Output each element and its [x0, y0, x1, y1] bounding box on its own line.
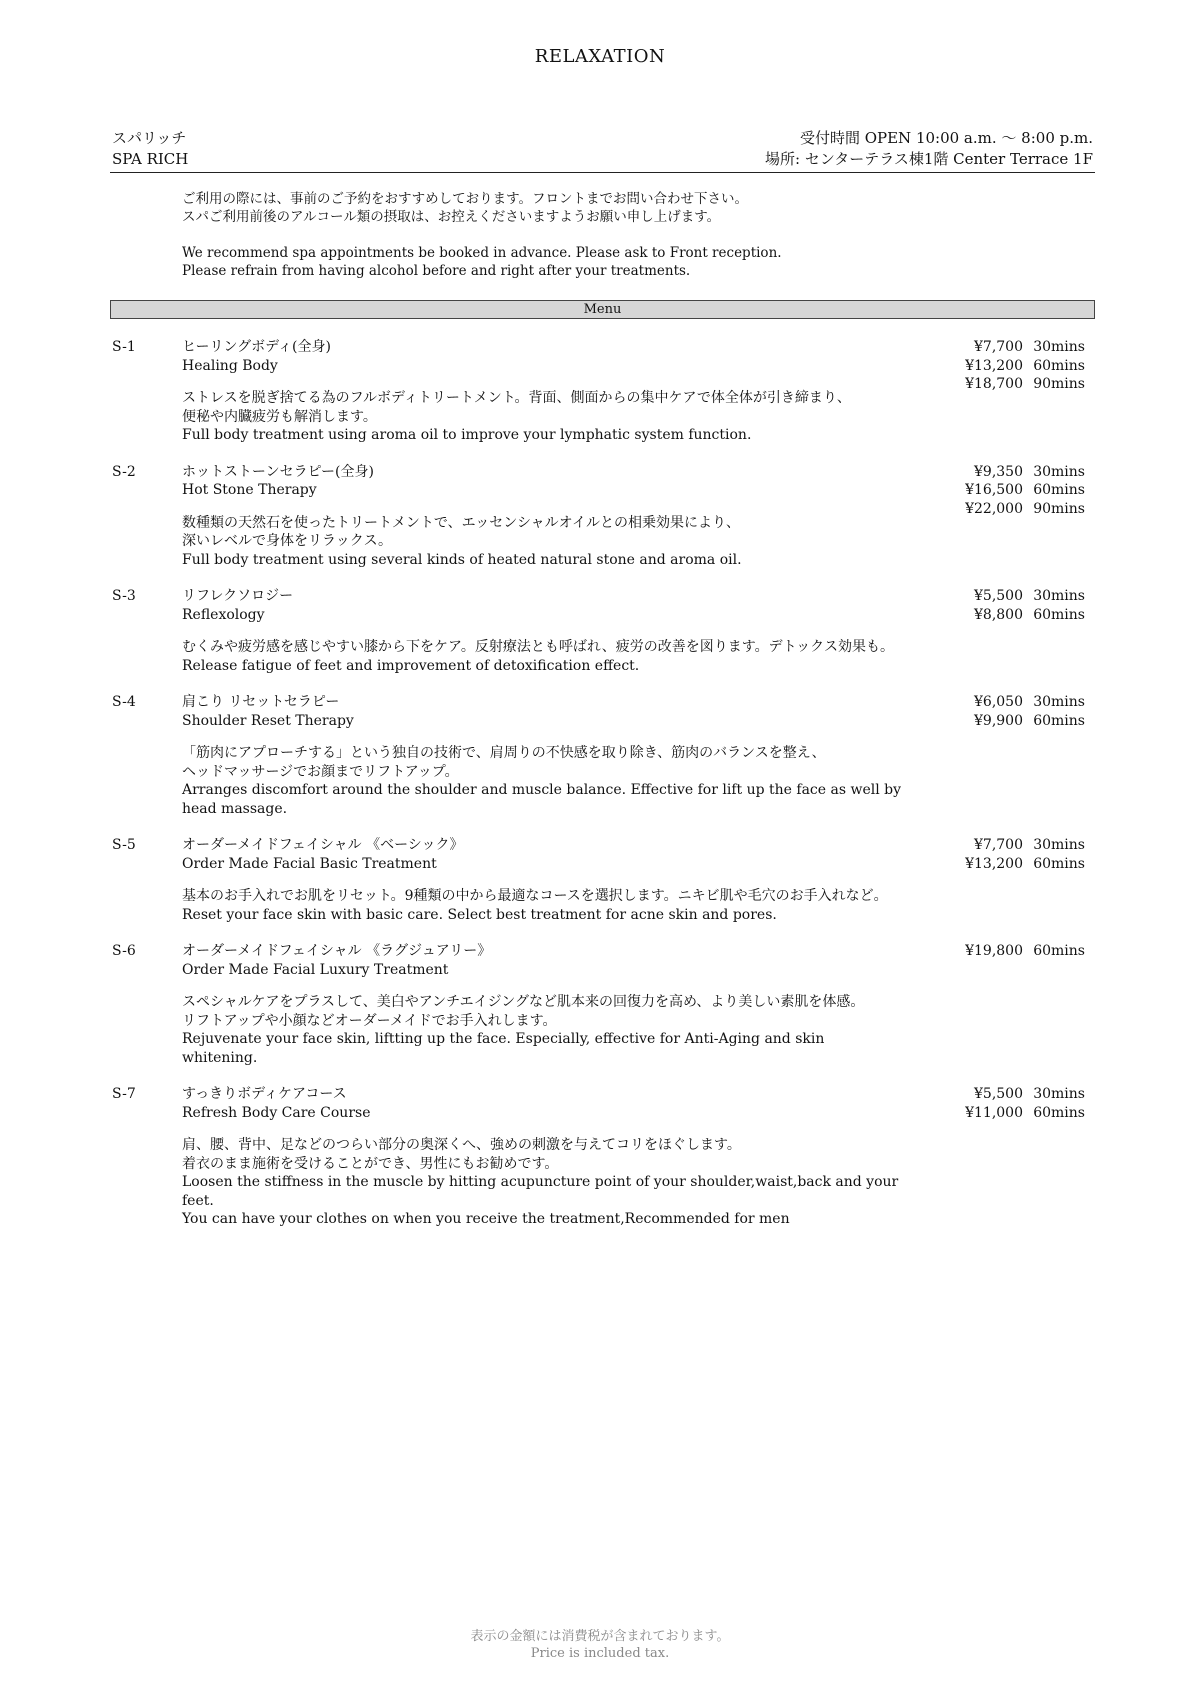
price-duration: 30mins	[1033, 588, 1085, 604]
item-name-en: Order Made Facial Basic Treatment	[182, 855, 437, 872]
menu-item	[110, 587, 1095, 675]
price-duration: 60mins	[1033, 855, 1085, 872]
item-name-en: Reflexology	[182, 606, 265, 623]
item-name-jp: オーダーメイドフェイシャル 《ラグジュアリー》	[182, 943, 492, 959]
shop-name-jp: スパリッチ	[112, 129, 187, 147]
item-desc-jp: 数種類の天然石を使ったトリートメントで、エッセンシャルオイルとの相乗効果により、	[182, 514, 740, 531]
item-desc-en: Reset your face skin with basic care. Select best treatment for acne skin and pores.	[182, 906, 777, 923]
price-duration: 30mins	[1033, 463, 1085, 480]
price-amount: ¥9,900	[974, 712, 1023, 729]
price-list	[953, 338, 1085, 394]
item-desc-jp: スペシャルケアをプラスして、美白やアンチエイジングなど肌本来の回復力を高め、より美しい素肌を体感。	[182, 994, 865, 1010]
price-amount: ¥8,800	[974, 606, 1023, 623]
price-duration: 90mins	[1033, 500, 1085, 517]
price-amount: ¥9,350	[974, 463, 1023, 480]
price-row	[953, 942, 1085, 961]
price-list	[953, 463, 1085, 519]
item-body	[182, 587, 902, 675]
item-name-jp: オーダーメイドフェイシャル 《ベーシック》	[182, 837, 464, 853]
page-title: RELAXATION	[534, 46, 666, 67]
price-duration: 60mins	[1033, 357, 1085, 374]
item-description	[182, 638, 902, 675]
shop-name	[112, 128, 188, 170]
item-desc-jp: ストレスを脱ぎ捨てる為のフルボディトリートメント。背面、側面からの集中ケアで体全体が引き締まり、	[182, 390, 851, 406]
item-desc-en: Full body treatment using aroma oil to improve your lymphatic system function.	[182, 427, 752, 443]
tax-footer	[0, 1628, 1200, 1662]
item-name-en: Healing Body	[182, 357, 278, 374]
menu-item	[110, 463, 1095, 570]
price-duration: 60mins	[1033, 712, 1085, 729]
menu-item	[110, 693, 1095, 818]
item-name-jp: リフレクソロジー	[182, 588, 294, 604]
item-code: S-6	[112, 943, 136, 959]
item-desc-en: Rejuvenate your face skin, liftting up the face. Especially, effective for Anti-Aging and skin whitening.	[182, 1031, 825, 1066]
item-desc-en: Full body treatment using several kinds of heated natural stone and aroma oil.	[182, 551, 742, 568]
item-desc-jp: 着衣のまま施術を受けることができ、男性にもお勧めです。	[182, 1155, 559, 1172]
price-row	[953, 712, 1085, 731]
spa-header	[110, 128, 1095, 173]
menu-item	[110, 942, 1095, 1067]
item-name-en: Hot Stone Therapy	[182, 482, 317, 498]
price-amount: ¥13,200	[965, 357, 1023, 374]
price-duration: 60mins	[1033, 1104, 1085, 1121]
price-row	[953, 836, 1085, 855]
item-description	[182, 993, 902, 1067]
shop-name-en: SPA RICH	[112, 150, 189, 168]
item-body	[182, 338, 902, 445]
notice-jp-2: スパご利用前後のアルコール類の摂取は、お控えくださいますようお願い申し上げます。	[182, 209, 721, 225]
price-amount: ¥7,700	[974, 339, 1023, 355]
price-row	[953, 1104, 1085, 1123]
price-row	[953, 338, 1085, 357]
item-code: S-4	[112, 694, 136, 710]
menu-item	[110, 1085, 1095, 1229]
item-name-jp: ヒーリングボディ(全身)	[182, 339, 331, 355]
price-duration: 60mins	[1033, 482, 1085, 498]
price-row	[953, 481, 1085, 500]
price-row	[953, 500, 1085, 519]
item-name-jp: すっきりボディケアコース	[182, 1086, 347, 1102]
item-desc-jp: リフトアップや小顔などオーダーメイドでお手入れします。	[182, 1012, 557, 1029]
price-list	[953, 1085, 1085, 1122]
price-row	[953, 693, 1085, 712]
menu-item	[110, 338, 1095, 445]
price-amount: ¥5,500	[974, 1086, 1023, 1102]
price-row	[953, 587, 1085, 606]
price-row	[953, 1085, 1085, 1104]
item-name-jp: ホットストーンセラピー(全身)	[182, 463, 374, 480]
menu-item	[110, 836, 1095, 924]
tax-note-en: Price is included tax.	[530, 1646, 670, 1661]
item-desc-jp: ヘッドマッサージでお顔までリフトアップ。	[182, 763, 459, 780]
item-code: S-7	[112, 1086, 136, 1102]
location: 場所: センターテラス棟1階 Center Terrace 1F	[765, 150, 1093, 168]
notices	[182, 190, 1082, 280]
item-name-jp: 肩こり リセットセラピー	[182, 694, 340, 710]
price-row	[953, 463, 1085, 482]
notice-en-2: Please refrain from having alcohol before and right after your treatments.	[182, 263, 691, 279]
item-desc-en: head massage.	[182, 800, 288, 817]
tax-note-jp: 表示の金額には消費税が含まれております。	[470, 1629, 730, 1644]
item-desc-jp: 便秘や内臓疲労も解消します。	[182, 408, 377, 425]
item-desc-en: You can have your clothes on when you receive the treatment,Recommended for men	[182, 1211, 790, 1227]
price-amount: ¥6,050	[974, 694, 1023, 710]
price-amount: ¥22,000	[965, 500, 1023, 517]
item-description	[182, 887, 902, 924]
item-description	[182, 389, 902, 445]
price-duration: 30mins	[1033, 1086, 1085, 1102]
item-desc-jp: むくみや疲労感を感じやすい膝から下をケア。反射療法とも呼ばれ、疲労の改善を図ります。デトックス効果も。	[182, 639, 895, 655]
price-row	[953, 855, 1085, 874]
item-name-en: Shoulder Reset Therapy	[182, 712, 354, 729]
price-duration: 60mins	[1033, 606, 1085, 623]
item-body	[182, 693, 902, 818]
price-row	[953, 606, 1085, 625]
item-name-en: Order Made Facial Luxury Treatment	[182, 961, 449, 978]
item-desc-en: Loosen the stiffness in the muscle by hitting acupuncture point of your shoulder,waist,back and your feet.	[182, 1174, 899, 1209]
price-duration: 30mins	[1033, 837, 1085, 853]
menu-section-bar: Menu	[110, 300, 1095, 319]
price-amount: ¥18,700	[965, 376, 1023, 392]
item-description	[182, 514, 902, 570]
price-list	[953, 836, 1085, 873]
item-body	[182, 836, 902, 924]
price-list	[953, 587, 1085, 624]
price-duration: 60mins	[1033, 943, 1085, 959]
notice-jp-1: ご利用の際には、事前のご予約をおすすめしております。フロントまでお問い合わせ下さい。	[182, 191, 749, 207]
price-amount: ¥13,200	[965, 855, 1023, 872]
item-name-en: Refresh Body Care Course	[182, 1104, 371, 1121]
price-row	[953, 357, 1085, 376]
notice-en-1: We recommend spa appointments be booked in advance. Please ask to Front reception.	[182, 245, 782, 261]
price-amount: ¥7,700	[974, 837, 1023, 853]
item-body	[182, 463, 902, 570]
opening-hours: 受付時間 OPEN 10:00 a.m. 〜 8:00 p.m.	[799, 129, 1093, 147]
price-amount: ¥16,500	[965, 482, 1023, 498]
item-body	[182, 942, 902, 1067]
price-row	[953, 375, 1085, 394]
item-desc-en: Arranges discomfort around the shoulder and muscle balance. Effective for lift up the face as well by	[182, 782, 902, 798]
item-code: S-3	[112, 588, 136, 604]
menu-item-list	[110, 338, 1095, 1247]
item-code: S-1	[112, 339, 136, 355]
price-duration: 30mins	[1033, 694, 1085, 710]
price-amount: ¥5,500	[974, 588, 1023, 604]
item-desc-jp: 「筋肉にアプローチする」という独自の技術で、肩周りの不快感を取り除き、筋肉のバランスを整え、	[182, 745, 826, 761]
item-code: S-5	[112, 837, 136, 853]
item-desc-en: Release fatigue of feet and improvement of detoxification effect.	[182, 657, 640, 674]
item-description	[182, 1136, 902, 1229]
item-desc-jp: 深いレベルで身体をリラックス。	[182, 533, 392, 549]
item-body	[182, 1085, 902, 1229]
item-desc-jp: 肩、腰、背中、足などのつらい部分の奥深くへ、強めの刺激を与えてコリをほぐします。	[182, 1137, 741, 1153]
price-amount: ¥11,000	[965, 1104, 1023, 1121]
item-description	[182, 744, 902, 818]
price-duration: 30mins	[1033, 339, 1085, 355]
price-duration: 90mins	[1033, 376, 1085, 392]
price-list	[953, 693, 1085, 730]
price-amount: ¥19,800	[965, 943, 1023, 959]
shop-info	[765, 128, 1093, 170]
item-code: S-2	[112, 463, 136, 480]
price-list	[953, 942, 1085, 961]
item-desc-jp: 基本のお手入れでお肌をリセット。9種類の中から最適なコースを選択します。ニキビ肌や毛穴のお手入れなど。	[182, 888, 888, 904]
